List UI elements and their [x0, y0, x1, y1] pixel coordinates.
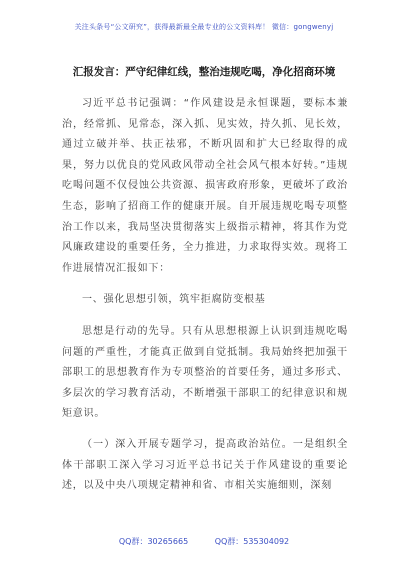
document-body	[62, 94, 348, 497]
intro-paragraph: 习近平总书记强调：“作风建设是永恒课题，要标本兼治，经常抓、见常态，深入抓、见实效，持久抓、见长效，通过立破并举、扶正祛邪，不断巩固和扩大已经取得的成果，努力以优良的党风政风带动全社会风气根本好转。”违规吃喝问题不仅侵蚀公共资源、损害政府形象，更破坏了政治生态，影响了招商工作的健康开展。自开展违规吃喝专项整治工作以来，我局坚决贯彻落实上级指示精神，将其作为党风廉政建设的重要任务，全力推进，力求取得实效。现将工作进展情况汇报如下：	[62, 98, 348, 274]
section-heading: 一、强化思想引领，筑牢拒腐防变根基	[82, 294, 266, 306]
qq-group-1: QQ群：30265665	[118, 537, 189, 546]
footer	[0, 536, 408, 547]
subsection-paragraph: （一）深入开展专题学习，提高政治站位。一是组织全体干部职工深入学习习近平总书记关于作风建设的重要论述，以及中央八项规定精神和省、市相关实施细则，深刻	[62, 438, 348, 492]
header-banner: 关注头条号“公文研究”，获得最新最全最专业的公文资料库！ 微信：gongwenyj	[74, 23, 334, 31]
section-paragraph: 思想是行动的先导。只有从思想根源上认识到违规吃喝问题的严重性，才能真正做到自觉抵制。我局始终把加强干部职工的思想教育作为专项整治的首要任务，通过多形式、多层次的学习教育活动，不断增强干部职工的纪律意识和规矩意识。	[62, 325, 348, 420]
document-title: 汇报发言：严守纪律红线，整治违规吃喝，净化招商环境	[72, 66, 336, 78]
qq-group-2: QQ群：535304092	[214, 537, 290, 546]
